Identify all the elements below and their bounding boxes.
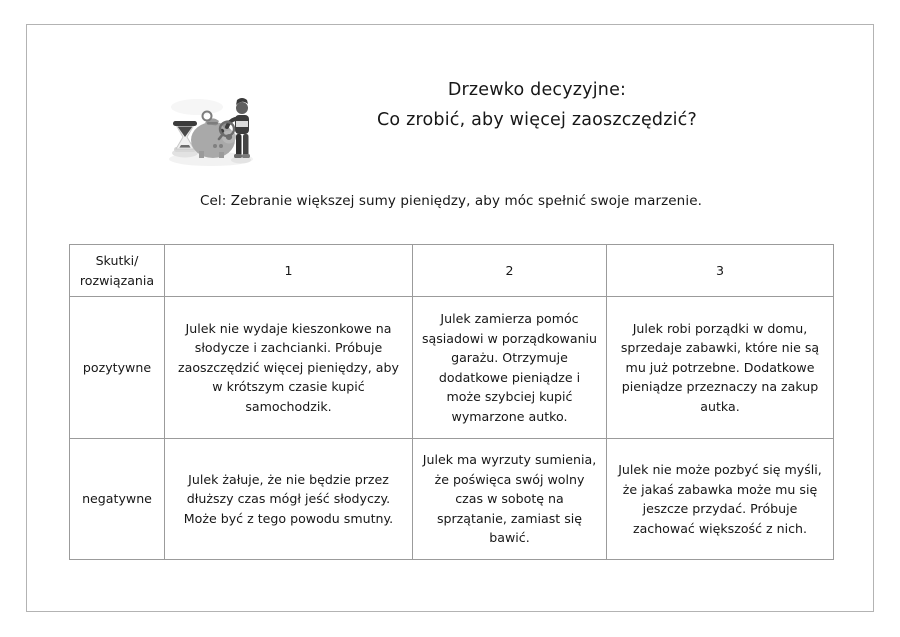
piggy-bank-illustration — [163, 85, 259, 169]
title-line-1: Drzewko decyzyjne: — [447, 80, 627, 100]
cell-positive-3 — [607, 297, 834, 439]
cell-text: Julek nie może pozbyć się myśli, że jakaś zabawka może mu się jeszcze przydać. Próbuje zachować większość z nich. — [618, 462, 822, 536]
column-header-1: 1 — [165, 245, 413, 297]
corner-header-line-2: rozwiązania — [79, 272, 155, 288]
cell-negative-1 — [165, 439, 413, 560]
table-row-positive — [70, 297, 834, 439]
cell-text: Julek zamierza pomóc sąsiadowi w porządkowaniu garażu. Otrzymuje dodatkowe pieniądze i może szybciej kupić wymarzone autko. — [421, 311, 598, 424]
cell-text: Julek robi porządki w domu, sprzedaje zabawki, które nie są mu już potrzebne. Dodatkowe pieniądze przeznaczy na zakup autka. — [620, 320, 820, 414]
corner-header-line-1: Skutki/ — [95, 253, 139, 268]
cell-positive-2 — [413, 297, 607, 439]
cell-text: Julek żałuje, że nie będzie przez dłuższy czas mógł jeść słodyczy. Może być z tego powodu smutny. — [183, 471, 394, 526]
cell-text: Julek ma wyrzuty sumienia, że poświęca swój wolny czas w sobotę na sprzątanie, zamiast się bawić. — [422, 452, 597, 546]
table-header-row — [70, 245, 834, 297]
worksheet-page — [26, 24, 874, 612]
goal-statement: Cel: Zebranie większej sumy pieniędzy, aby móc spełnić swoje marzenie. — [199, 193, 702, 209]
title-line-2: Co zrobić, aby więcej zaoszczędzić? — [377, 110, 697, 130]
decision-tree-table — [69, 244, 834, 560]
cell-positive-1 — [165, 297, 413, 439]
column-header-2: 2 — [413, 245, 607, 297]
row-label-negative: negatywne — [70, 439, 165, 560]
column-header-3: 3 — [607, 245, 834, 297]
row-label-positive: pozytywne — [70, 297, 165, 439]
table-corner-header — [70, 245, 165, 297]
table-row-negative — [70, 439, 834, 560]
header-band — [27, 25, 875, 135]
cell-negative-3 — [607, 439, 834, 560]
cell-negative-2 — [413, 439, 607, 560]
cell-text: Julek nie wydaje kieszonkowe na słodycze i zachcianki. Próbuje zaoszczędzić więcej pieniędzy, aby w krótszym czasie kupić samochodzik. — [178, 320, 399, 414]
page-title — [277, 75, 797, 135]
